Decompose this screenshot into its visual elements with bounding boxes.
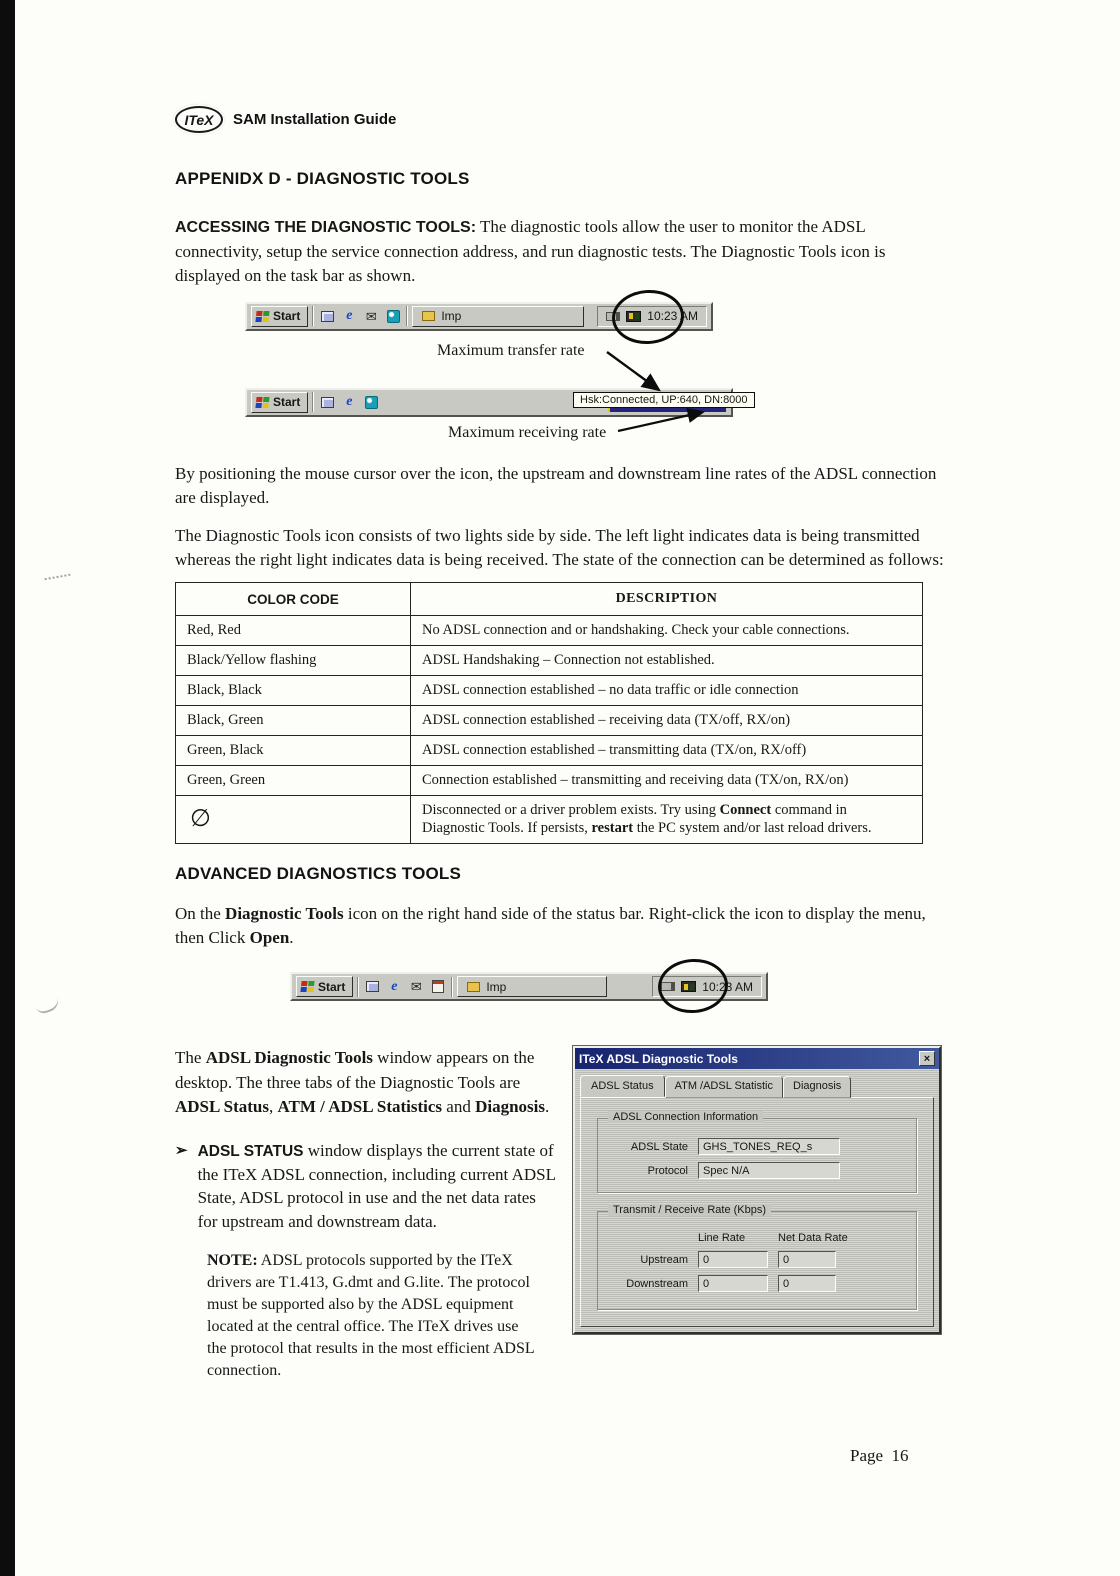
taskbar-clock: 10:23 AM: [647, 309, 698, 324]
taskbar-figure-2: [175, 964, 947, 1024]
adsl-diagnostic-dialog: [573, 1046, 941, 1334]
guide-title: SAM Installation Guide: [233, 111, 397, 128]
bullet-text: ADSL STATUS window displays the current state of the ITeX ADSL connection, including current ADSL State, ADSL protocol in use and the net data rates for upstream and downstream data.: [197, 1140, 556, 1232]
taskbar-divider: [312, 306, 314, 326]
line-rate-header: Line Rate: [698, 1232, 746, 1245]
description-header: DESCRIPTION: [411, 583, 923, 616]
table-row: [176, 676, 923, 706]
adsl-status-panel: [580, 1097, 934, 1327]
advanced-title: ADVANCED DIAGNOSTICS TOOLS: [175, 864, 462, 884]
start-button[interactable]: [251, 306, 308, 327]
downstream-label: Downstream: [626, 1277, 688, 1290]
table-row: [176, 616, 923, 646]
imp-window-icon: [422, 311, 435, 321]
table-header-row: [176, 583, 923, 616]
table-row: [176, 735, 923, 765]
protocol-field: Spec N/A: [698, 1162, 840, 1179]
taskbar-divider: [312, 392, 314, 412]
show-desktop-icon[interactable]: [318, 307, 336, 325]
pencil-mark: [35, 997, 62, 1016]
positioning-paragraph: By positioning the mouse cursor over the icon, the upstream and downstream line rates of the ADSL connection are displayed.: [175, 463, 937, 508]
dialog-tab-strip: [575, 1069, 939, 1097]
tab-diagnosis[interactable]: Diagnosis: [783, 1076, 851, 1098]
appendix-title: APPENIDX D - DIAGNOSTIC TOOLS: [175, 169, 470, 188]
internet-explorer-icon[interactable]: e: [346, 308, 353, 324]
dialog-title-bar: [575, 1048, 939, 1069]
taskbar-divider: [406, 306, 408, 326]
show-desktop-icon[interactable]: [363, 978, 381, 996]
window-paragraph: The ADSL Diagnostic Tools window appears on the desktop. The three tabs of the Diagnostic Tools are ADSL Status, ATM / ADSL Statistics and Diagnosis.: [175, 1048, 550, 1116]
outlook-mail-icon[interactable]: ✉: [410, 979, 422, 995]
notes-icon[interactable]: [429, 978, 447, 996]
outlook-mail-icon[interactable]: ✉: [365, 308, 377, 324]
channels-icon[interactable]: [384, 307, 402, 325]
description-cell: Connection established – transmitting and receiving data (TX/on, RX/on): [411, 765, 923, 795]
rate-column-headers: [608, 1232, 906, 1244]
itex-logo-text: ITeX: [184, 111, 214, 128]
windows-flag-icon: [255, 397, 269, 408]
document-header: [175, 106, 947, 133]
advanced-paragraph: On the Diagnostic Tools icon on the right hand side of the status bar. Right-click the icon to display the menu, then Click Open.: [175, 904, 926, 948]
upstream-line-rate-field: 0: [698, 1251, 768, 1268]
upstream-label: Upstream: [640, 1253, 688, 1266]
disconnected-symbol: ∅: [176, 795, 411, 844]
close-icon[interactable]: ×: [919, 1051, 935, 1066]
dialog-title: ITeX ADSL Diagnostic Tools: [579, 1051, 738, 1066]
connection-info-label: ADSL Connection Information: [608, 1111, 763, 1123]
connection-info-group: [597, 1111, 917, 1193]
annotation-circle: [610, 288, 686, 347]
color-code-cell: Black, Green: [176, 706, 411, 736]
accessing-heading: ACCESSING THE DIAGNOSTIC TOOLS:: [175, 219, 477, 236]
imp-task-label: Imp: [441, 309, 462, 324]
start-label: Start: [273, 395, 301, 410]
color-code-cell: Green, Green: [176, 765, 411, 795]
channels-icon[interactable]: [362, 393, 380, 411]
accessing-paragraph: [175, 215, 947, 288]
lights-paragraph: The Diagnostic Tools icon consists of two lights side by side. The left light indicates data is being transmitted whereas the right light indicates data is being received. The state of the connection can be determined as follows:: [175, 526, 944, 570]
upstream-net-rate-field: 0: [778, 1251, 836, 1268]
internet-explorer-icon[interactable]: e: [346, 394, 353, 410]
scan-edge-artifact: [0, 0, 15, 1576]
windows-flag-icon: [255, 311, 269, 322]
description-cell: ADSL connection established – transmitting data (TX/on, RX/off): [411, 735, 923, 765]
color-code-table: [175, 582, 923, 844]
imp-task-button[interactable]: [412, 306, 584, 327]
imp-task-button[interactable]: [457, 976, 607, 997]
rate-group: [597, 1204, 917, 1310]
table-row: [176, 706, 923, 736]
table-row: [176, 795, 923, 844]
show-desktop-icon[interactable]: [318, 393, 336, 411]
start-button[interactable]: [251, 392, 308, 413]
color-code-cell: Green, Black: [176, 735, 411, 765]
dialog-figure: [573, 1046, 941, 1334]
description-cell: ADSL connection established – receiving data (TX/off, RX/on): [411, 706, 923, 736]
taskbar-screenshot-2: [245, 388, 748, 417]
description-cell: Disconnected or a driver problem exists. Try using Connect command in Diagnostic Tools. If persists, restart the PC system and/or last reload drivers.: [411, 795, 923, 844]
start-label: Start: [318, 979, 346, 994]
adsl-state-field: GHS_TONES_REQ_s: [698, 1138, 840, 1155]
taskbar-divider: [451, 977, 453, 997]
adsl-status-bullet: [175, 1139, 557, 1234]
downstream-net-rate-field: 0: [778, 1275, 836, 1292]
net-data-rate-header: Net Data Rate: [778, 1232, 848, 1245]
description-cell: ADSL connection established – no data traffic or idle connection: [411, 676, 923, 706]
internet-explorer-icon[interactable]: e: [391, 978, 398, 994]
color-code-cell: Red, Red: [176, 616, 411, 646]
color-code-cell: Black, Black: [176, 676, 411, 706]
accessing-body: The diagnostic tools allow the user to monitor the ADSL connectivity, setup the service connection address, and run diagnostic tests. The Diagnostic Tools icon is displayed on the task bar as shown.: [175, 217, 886, 285]
adsl-state-label: ADSL State: [630, 1140, 688, 1153]
transfer-rate-annotation: Maximum transfer rate: [437, 341, 585, 359]
windows-flag-icon: [300, 981, 314, 992]
color-code-cell: Black/Yellow flashing: [176, 646, 411, 676]
start-button[interactable]: [296, 976, 353, 997]
start-label: Start: [273, 309, 301, 324]
itex-logo: [175, 106, 223, 133]
description-cell: ADSL Handshaking – Connection not established.: [411, 646, 923, 676]
rate-group-label: Transmit / Receive Rate (Kbps): [608, 1204, 771, 1216]
annotation-circle: [656, 957, 730, 1016]
downstream-line-rate-field: 0: [698, 1275, 768, 1292]
description-cell: No ADSL connection and or handshaking. Check your cable connections.: [411, 616, 923, 646]
pencil-mark: [44, 568, 71, 580]
taskbar-clock: 10:23 AM: [702, 979, 753, 994]
color-code-header: COLOR CODE: [176, 583, 411, 616]
imp-task-label: Imp: [486, 979, 507, 994]
taskbar-figure: [175, 302, 947, 454]
tab-atm-adsl-statistic[interactable]: ATM /ADSL Statistic: [665, 1076, 783, 1098]
table-row: [176, 646, 923, 676]
table-row: [176, 765, 923, 795]
protocol-label: Protocol: [647, 1164, 688, 1177]
page-number: Page 16: [850, 1446, 909, 1465]
imp-window-icon: [467, 982, 480, 992]
note-paragraph: NOTE: ADSL protocols supported by the ITeX drivers are T1.413, G.dmt and G.lite. The protocol must be supported also by the ADSL equipment located at the central office. The ITeX drives use the protocol that results in the most efficient ADSL connection.: [207, 1252, 535, 1380]
left-text-column: [175, 1046, 557, 1382]
receiving-rate-annotation: Maximum receiving rate: [448, 423, 607, 441]
rate-tooltip: Hsk:Connected, UP:640, DN:8000: [573, 392, 755, 408]
taskbar-divider: [357, 977, 359, 997]
tab-adsl-status[interactable]: ADSL Status: [580, 1075, 665, 1097]
bullet-arrow-icon: ➢: [175, 1141, 188, 1159]
